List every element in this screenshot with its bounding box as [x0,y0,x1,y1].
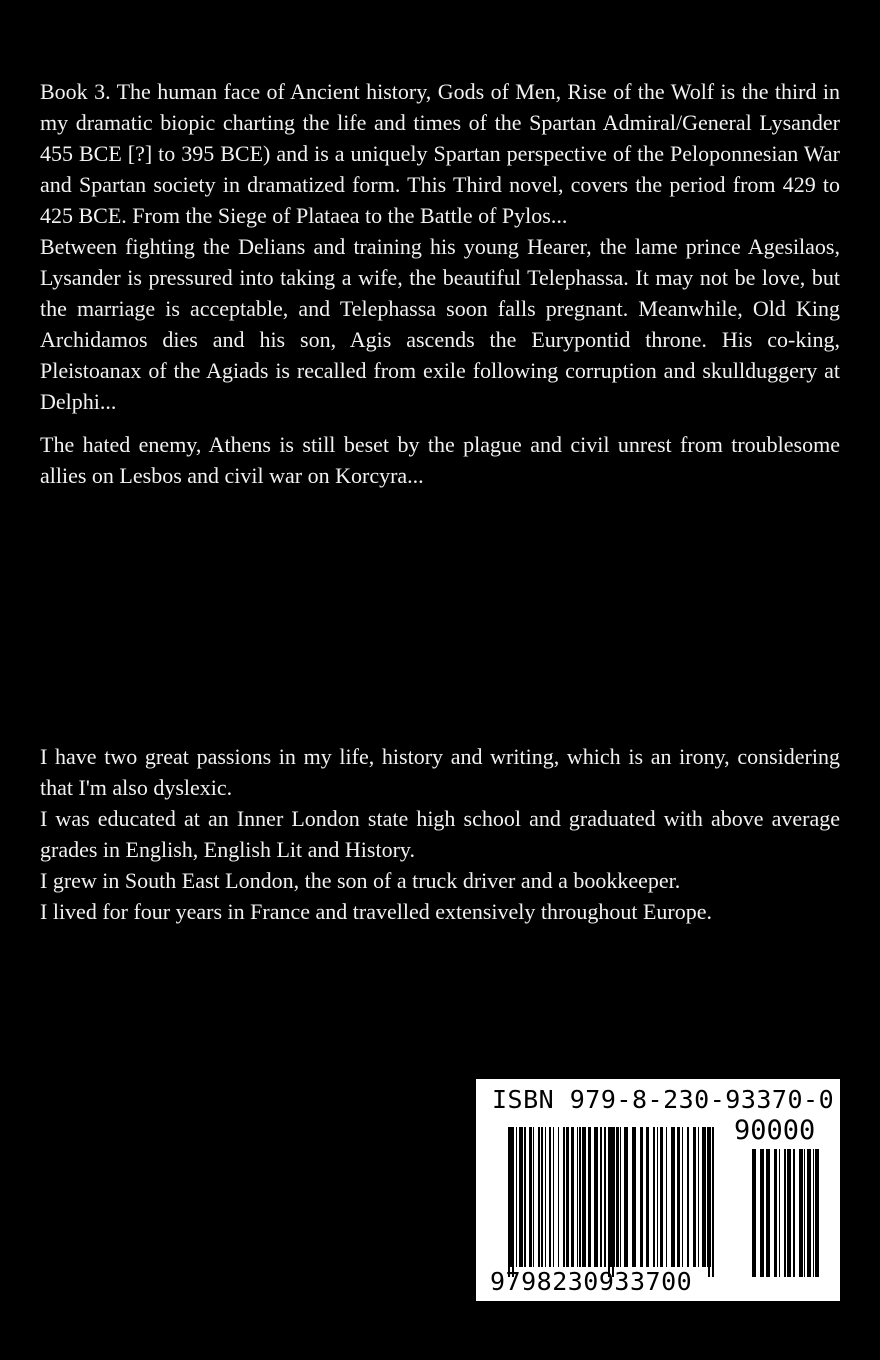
author-bio [40,741,840,927]
price-code: 90000 [734,1115,816,1146]
bio-paragraph-3: I grew in South East London, the son of a truck driver and a bookkeeper. [40,868,681,893]
bio-paragraph-4: I lived for four years in France and travelled extensively throughout Europe. [40,899,712,924]
synopsis-paragraph-1: Book 3. The human face of Ancient history, Gods of Men, Rise of the Wolf is the third in my dramatic biopic charting the life and times of the Spartan Admiral/General Lysander 455 BCE [?] to 395 BCE) and is a uniquely Spartan perspective of the Peloponnesian War and Spartan society in dramatized form. This Third novel, covers the period from 429 to 425 BCE. From the Siege of Plataea to the Battle of Pylos... [40,79,840,228]
isbn-barcode [476,1079,840,1301]
synopsis-paragraph-2: Between fighting the Delians and training his young Hearer, the lame prince Agesilaos, Lysander is pressured into taking a wife, the beautiful Telephassa. It may not be love, but the marriage is acceptable, and Telephassa soon falls pregnant. Meanwhile, Old King Archidamos dies and his son, Agis ascends the Eurypontid throne. His co-king, Pleistoanax of the Agiads is recalled from exile following corruption and skullduggery at Delphi... [40,234,840,414]
synopsis-paragraph-3: The hated enemy, Athens is still beset by the plague and civil unrest from troublesome allies on Lesbos and civil war on Korcyra... [40,432,840,488]
bio-paragraph-2: I was educated at an Inner London state high school and graduated with above average grades in English, English Lit and History. [40,806,840,862]
barcode-digits: 9798230933700 [490,1267,693,1296]
synopsis-text [40,76,840,491]
isbn-label: ISBN 979-8-230-93370-0 [492,1085,835,1114]
bio-paragraph-1: I have two great passions in my life, history and writing, which is an irony, considering that I'm also dyslexic. [40,744,840,800]
